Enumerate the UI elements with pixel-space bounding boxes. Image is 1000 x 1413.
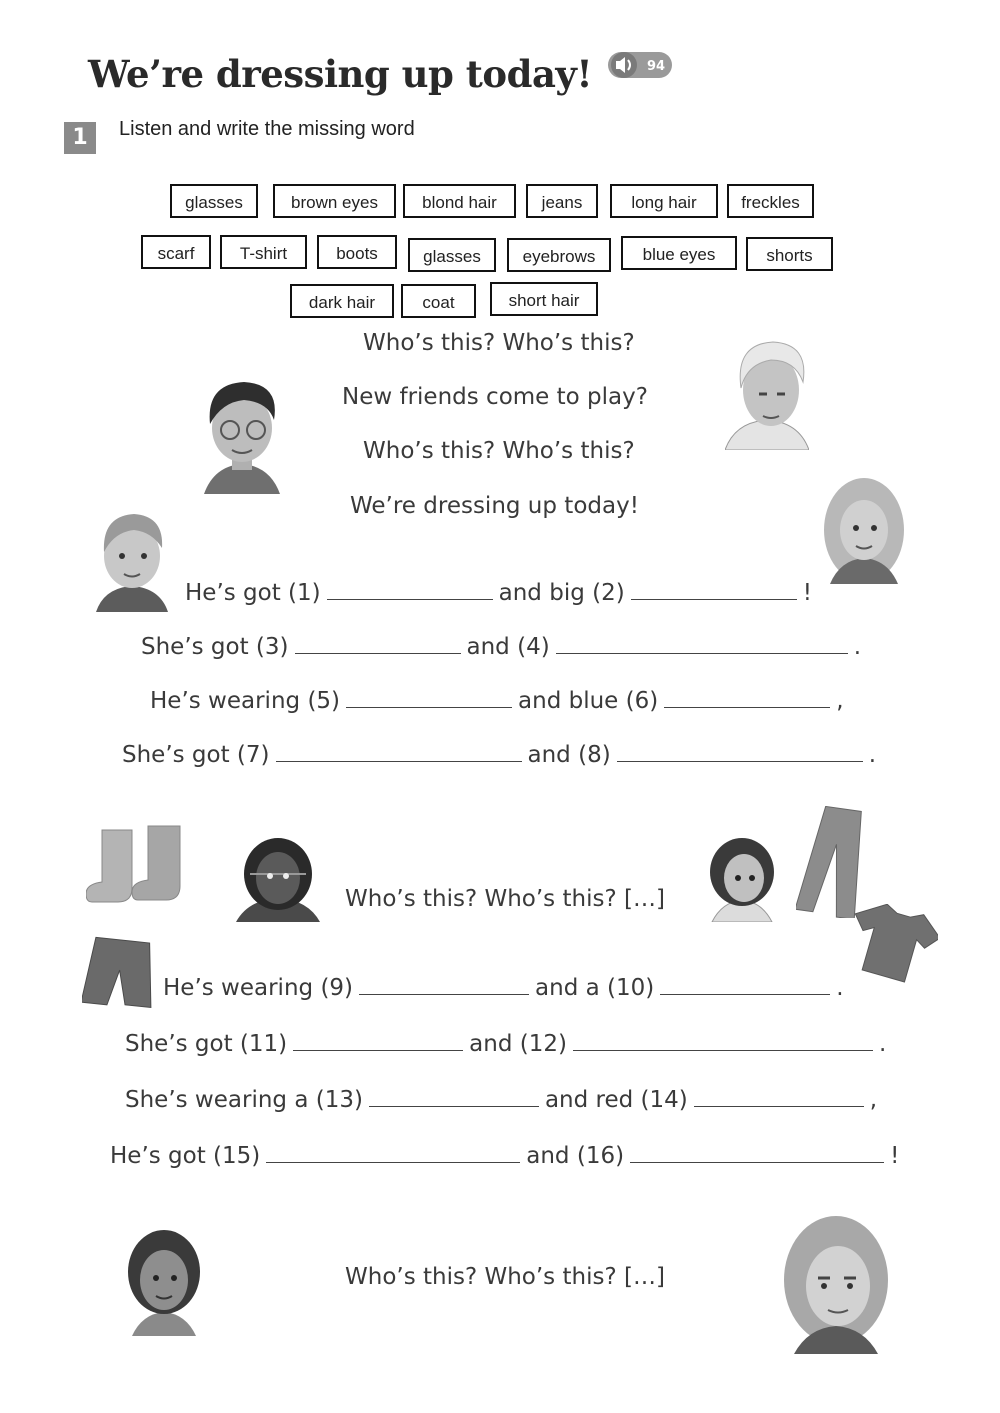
audio-icon[interactable] — [606, 50, 674, 80]
track-number: 94 — [646, 59, 666, 74]
word-dark-hair: dark hair — [290, 284, 394, 318]
answer-blank-6[interactable] — [664, 706, 830, 708]
chorus-line: Who’s this? Who’s this? — [363, 438, 635, 464]
girl-short-hair-picture — [706, 834, 778, 922]
word-freckles: freckles — [727, 184, 814, 218]
answer-blank-7[interactable] — [276, 760, 522, 762]
song-line-2: She’s got (3) and (4) . — [141, 634, 861, 660]
shorts-picture — [82, 934, 156, 1018]
word-boots: boots — [317, 235, 397, 269]
boy-long-hair-picture — [776, 1212, 898, 1354]
girl-blond-picture — [822, 476, 906, 584]
answer-blank-1[interactable] — [327, 598, 493, 600]
word-tshirt: T-shirt — [220, 235, 307, 269]
answer-blank-13[interactable] — [369, 1105, 539, 1107]
page-title: We’re dressing up today! — [88, 52, 593, 96]
chorus-line: We’re dressing up today! — [350, 493, 639, 519]
answer-blank-10[interactable] — [660, 993, 830, 995]
answer-blank-8[interactable] — [617, 760, 863, 762]
boy-glasses-picture — [196, 378, 288, 494]
answer-blank-2[interactable] — [631, 598, 797, 600]
boots-picture — [86, 820, 200, 920]
old-man-picture — [725, 338, 809, 450]
jeans-picture — [796, 806, 870, 918]
answer-blank-4[interactable] — [556, 652, 848, 654]
word-coat: coat — [401, 284, 476, 318]
word-glasses: glasses — [170, 184, 258, 218]
word-blond-hair: blond hair — [403, 184, 516, 218]
exercise-number: 1 — [64, 122, 96, 154]
word-brown-eyes: brown eyes — [273, 184, 396, 218]
word-eyebrows: eyebrows — [507, 238, 611, 272]
song-line-1: He’s got (1) and big (2) ! — [185, 580, 812, 606]
word-long-hair: long hair — [610, 184, 718, 218]
answer-blank-16[interactable] — [630, 1161, 884, 1163]
chorus-short-2: Who’s this? Who’s this? […] — [345, 1264, 665, 1290]
girl-curly-picture — [230, 836, 326, 922]
instruction: Listen and write the missing word — [119, 118, 415, 140]
answer-blank-15[interactable] — [266, 1161, 520, 1163]
chorus-line: Who’s this? Who’s this? — [363, 330, 635, 356]
answer-blank-14[interactable] — [694, 1105, 864, 1107]
word-short-hair: short hair — [490, 282, 598, 316]
word-glasses-2: glasses — [408, 238, 496, 272]
chorus-line: New friends come to play? — [342, 384, 648, 410]
chorus-short: Who’s this? Who’s this? […] — [345, 886, 665, 912]
song-line-8: He’s got (15) and (16) ! — [110, 1143, 900, 1169]
word-jeans: jeans — [526, 184, 598, 218]
word-shorts: shorts — [746, 237, 833, 271]
song-line-7: She’s wearing a (13) and red (14) , — [125, 1087, 878, 1113]
song-line-5: He’s wearing (9) and a (10) . — [163, 975, 844, 1001]
word-scarf: scarf — [141, 235, 211, 269]
song-line-3: He’s wearing (5) and blue (6) , — [150, 688, 844, 714]
answer-blank-12[interactable] — [573, 1049, 873, 1051]
tshirt-picture — [852, 904, 938, 988]
answer-blank-3[interactable] — [295, 652, 461, 654]
answer-blank-5[interactable] — [346, 706, 512, 708]
boy-freckles-picture — [92, 512, 172, 612]
girl-dark-hair-picture — [120, 1224, 206, 1336]
word-blue-eyes: blue eyes — [621, 236, 737, 270]
song-line-4: She’s got (7) and (8) . — [122, 742, 876, 768]
answer-blank-11[interactable] — [293, 1049, 463, 1051]
song-line-6: She’s got (11) and (12) . — [125, 1031, 887, 1057]
answer-blank-9[interactable] — [359, 993, 529, 995]
